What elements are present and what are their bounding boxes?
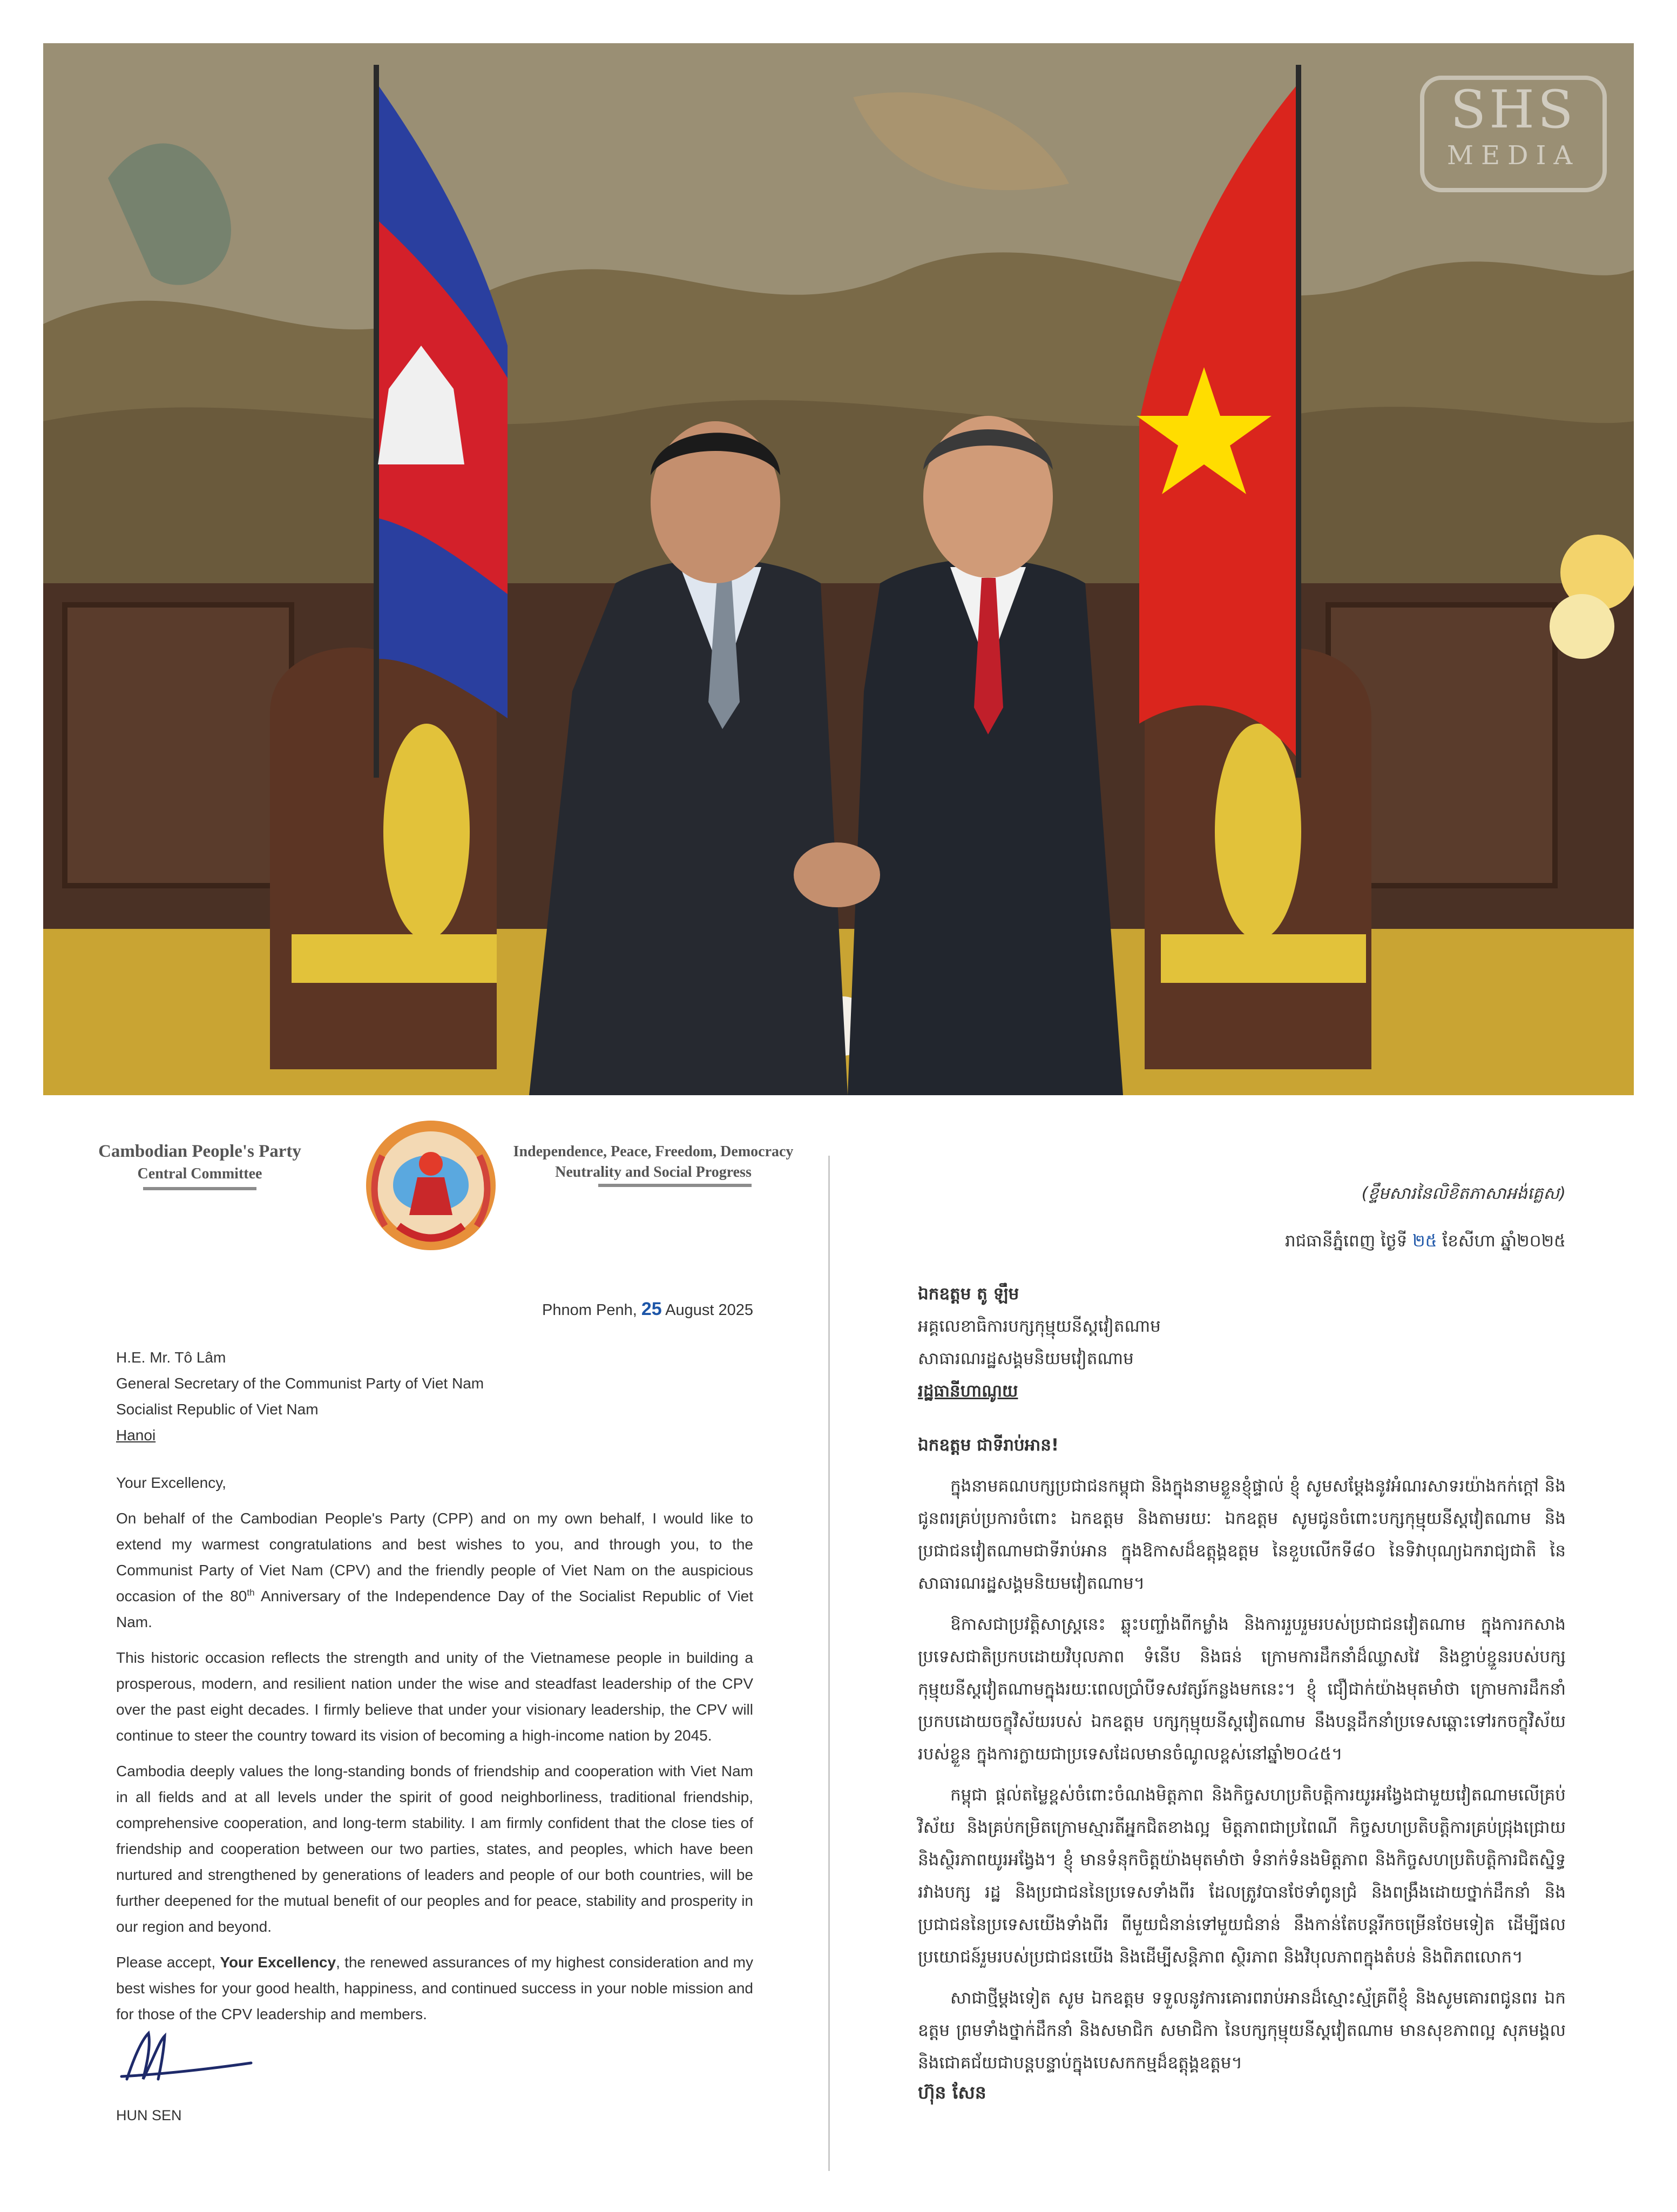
watermark-main: SHS: [1450, 79, 1577, 140]
paragraph-2: This historic occasion reflects the strength and unity of the Vietnamese people in building a prosperous, modern, and resilient nation under the wise and steadfast leadership of the CPV over the past eight decades. I firmly believe that under your visionary leadership, the CPV will continue to steer the country toward its vision of becoming a high-income nation by 2045.: [116, 1649, 753, 1744]
photo-illustration: [43, 43, 1634, 1095]
khmer-paragraph-4: សាជាថ្មីម្តងទៀត សូម ឯកឧត្តម ទទួលនូវការគោរពរាប់អានដ៏ស្មោះស្ម័គ្រពីខ្ញុំ និងសូមគោរពជូនពរ ឯកឧត្តម ព្រមទាំងថ្នាក់ដឹកនាំ និងសមាជិក សមាជិកា នៃបក្សកុម្មុយនីស្តវៀតណាម មានសុខភាពល្អ សុភមង្គល និងជោគជ័យជាបន្តបន្ទាប់ក្នុងបេសកកម្មដ៏ឧត្តុង្គឧត្តម។: [918, 1988, 1566, 2073]
recipient-title: General Secretary of the Communist Party of Viet Nam: [116, 1375, 484, 1392]
date-month-year: August 2025: [665, 1301, 753, 1319]
khmer-paragraph-1: ក្នុងនាមគណបក្សប្រជាជនកម្ពុជា និងក្នុងនាមខ្លួនខ្ញុំផ្ទាល់ ខ្ញុំ សូមសម្តែងនូវអំណរសាទរយ៉ាងកក់ក្តៅ និងជូនពរគ្រប់ប្រការចំពោះ ឯកឧត្តម និងតាមរយៈ ឯកឧត្តម សូមជូនចំពោះបក្សកុម្មុយនីស្តវៀតណាម និងប្រជាជនវៀតណាមជាទីរាប់អាន ក្នុងឱកាសដ៏ឧត្តុង្គឧត្តម នៃខួបលើកទី៨០ នៃទិវាបុណ្យឯករាជ្យជាតិ នៃសាធារណរដ្ឋសង្គមនិយមវៀតណាម។: [918, 1476, 1566, 1593]
khmer-salutation: ឯកឧត្តម ជាទីរាប់អាន!: [918, 1435, 1059, 1455]
recipient-address: [116, 1345, 753, 1448]
header-rule-left: [143, 1187, 256, 1190]
khmer-signatory-name: ហ៊ុន សែន: [918, 2082, 986, 2103]
recipient-city: Hanoi: [116, 1427, 156, 1444]
committee-name: Central Committee: [137, 1165, 262, 1182]
paragraph-4-text-b: , the renewed assurances of my highest consideration and my best wishes for your good health, happiness, and continued success in your noble mission and for those of the CPV leadership and members.: [116, 1954, 753, 2022]
paragraph-4-bold: Your Excellency: [220, 1954, 336, 1971]
translation-note: (ខ្ទឹមសារនៃលិខិតភាសាអង់គ្លេស): [1361, 1184, 1566, 1203]
motto-line-1: Independence, Peace, Freedom, Democracy: [513, 1143, 794, 1160]
signatory-name: HUN SEN: [116, 2107, 182, 2123]
paragraph-1-text-b: Anniversary of the Independence Day of the Socialist Republic of Viet Nam.: [116, 1588, 753, 1630]
watermark-sub: MEDIA: [1446, 140, 1580, 171]
recipient-name: H.E. Mr. Tô Lâm: [116, 1349, 226, 1366]
khmer-date-prefix: រាជធានីភ្នំពេញ ថ្ងៃទី: [1284, 1231, 1408, 1251]
column-divider: [828, 1156, 830, 2171]
khmer-recipient-country: សាធារណរដ្ឋសង្គមនិយមវៀតណាម: [918, 1349, 1134, 1368]
khmer-recipient-title: អគ្គលេខាធិការបក្សកុម្មុយនីស្តវៀតណាម: [918, 1317, 1161, 1336]
cpp-emblem-icon: [361, 1112, 501, 1264]
official-meeting-photo: [43, 43, 1634, 1095]
khmer-letter: [918, 1177, 1566, 2079]
paragraph-1-superscript: th: [247, 1587, 255, 1598]
handwritten-signature: [116, 2025, 256, 2090]
party-header: [86, 1139, 313, 1185]
letter-date: [116, 1296, 753, 1323]
khmer-date-suffix: ខែសីហា ឆ្នាំ២០២៥: [1442, 1231, 1566, 1251]
paragraph-4: [116, 1950, 753, 2027]
shs-media-watermark: [1420, 76, 1607, 192]
paragraph-4-text-a: Please accept,: [116, 1954, 220, 1971]
khmer-paragraph-2: ឱកាសជាប្រវត្តិសាស្ត្រនេះ ឆ្លុះបញ្ចាំងពីកម្លាំង និងការរួបរួមរបស់ប្រជាជនវៀតណាម ក្នុងការកសាងប្រទេសជាតិប្រកបដោយវិបុលភាព ទំនើប និងធន់ ក្រោមការដឹកនាំដ៏ឈ្លាសវៃ និងខ្ជាប់ខ្ជួនរបស់បក្សកុម្មុយនីស្តវៀតណាមក្នុងរយៈពេលប្រាំបីទសវត្សរ៍កន្លងមកនេះ។ ខ្ញុំ ជឿជាក់យ៉ាងមុតមាំថា ក្រោមការដឹកនាំប្រកបដោយចក្ខុវិស័យរបស់ ឯកឧត្តម បក្សកុម្មុយនីស្តវៀតណាម នឹងបន្តដឹកនាំប្រទេសឆ្ពោះទៅរកចក្ខុវិស័យរបស់ខ្លួន ក្នុងការក្លាយជាប្រទេសដែលមានចំណូលខ្ពស់នៅឆ្នាំ២០៤៥។: [918, 1615, 1566, 1764]
paragraph-1: [116, 1506, 753, 1635]
paragraph-3: Cambodia deeply values the long-standing bonds of friendship and cooperation with Viet Nam in all fields and at all levels under the spirit of good neighborliness, traditional friendship, comprehensive cooperation, and long-term stability. I am firmly confident that the close ties of friendship and cooperation between our two parties, states, and peoples, which have been nurtured and strengthened by generations of leaders and people of our both countries, will be further deepened for the mutual benefit of our peoples and for peace, stability and prosperity in our region and beyond.: [116, 1763, 753, 1935]
khmer-date-day: ២៥: [1412, 1231, 1437, 1251]
recipient-country: Socialist Republic of Viet Nam: [116, 1401, 319, 1418]
motto-line-2: Neutrality and Social Progress: [555, 1164, 752, 1181]
khmer-recipient-city: រដ្ឋធានីហាណូយ: [918, 1381, 1018, 1401]
khmer-recipient-name: ឯកឧត្តម តូ ឡឹម: [918, 1284, 1019, 1304]
english-letter: [116, 1296, 753, 2027]
header-rule-right: [598, 1184, 752, 1187]
salutation: Your Excellency,: [116, 1474, 226, 1491]
party-motto: [502, 1142, 804, 1183]
khmer-letter-date: [918, 1225, 1566, 1257]
date-day: 25: [641, 1299, 662, 1319]
paragraph-1-text-a: On behalf of the Cambodian People's Party (CPP) and on my own behalf, I would like to extend my warmest congratulations and best wishes to you, and through you, to the Communist Party of Viet Nam (CPV) and the friendly people of Viet Nam on the auspicious occasion of the 80: [116, 1510, 753, 1604]
party-name: Cambodian People's Party: [98, 1142, 301, 1161]
date-city: Phnom Penh,: [542, 1301, 637, 1319]
khmer-paragraph-3: កម្ពុជា ផ្តល់តម្លៃខ្ពស់ចំពោះចំណងមិត្តភាព និងកិច្ចសហប្រតិបត្តិការយូរអង្វែងជាមួយវៀតណាមលើគ្រប់វិស័យ និងគ្រប់កម្រិតក្រោមស្មារតីអ្នកជិតខាងល្អ មិត្តភាពជាប្រពៃណី កិច្ចសហប្រតិបត្តិការគ្រប់ជ្រុងជ្រោយ និងស្ថិរភាពយូរអង្វែង។ ខ្ញុំ មានទំនុកចិត្តយ៉ាងមុតមាំថា ទំនាក់ទំនងមិត្តភាព និងកិច្ចសហប្រតិបត្តិការជិតស្និទ្ធរវាងបក្ស រដ្ឋ និងប្រជាជននៃប្រទេសទាំងពីរ ដែលត្រូវបានថែទាំពូនជ្រំ និងពង្រឹងដោយថ្នាក់ដឹកនាំ និងប្រជាជននៃប្រទេសយើងទាំងពីរ ពីមួយជំនាន់ទៅមួយជំនាន់ នឹងកាន់តែបន្តរីកចម្រើនថែមទៀត ដើម្បីផលប្រយោជន៍រួមរបស់ប្រជាជនយើង និងដើម្បីសន្តិភាព ស្ថិរភាព និងវិបុលភាពក្នុងតំបន់ និងពិភពលោក។: [918, 1785, 1566, 1967]
khmer-recipient-address: [918, 1278, 1566, 1407]
